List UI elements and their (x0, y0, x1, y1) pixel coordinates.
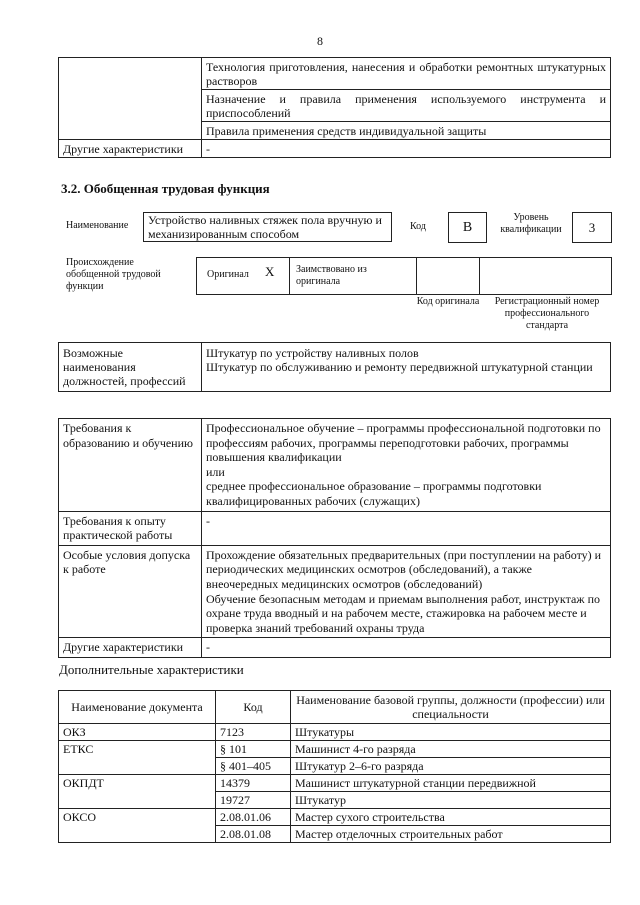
row-doc: ОКПДТ (59, 775, 216, 792)
code-original-label: Код оригинала (416, 296, 480, 307)
requirements-table (58, 418, 611, 658)
row-code: 19727 (216, 792, 291, 809)
borrowed-label: Заимствовано из оригинала (296, 264, 367, 287)
education-line: Профессиональное обучение – программы профессиональной подготовки по профессиям рабочих, программы переподготовки рабочих, программы повышения квалификации (206, 421, 601, 465)
table-row (59, 724, 611, 741)
knowledge-item: Технология приготовления, нанесения и обработки ремонтных штукатурных растворов (202, 58, 611, 90)
row-name: Мастер отделочных строительных работ (291, 826, 611, 843)
row-doc (59, 826, 216, 843)
row-doc (59, 792, 216, 809)
page-number: 8 (317, 34, 323, 48)
original-mark: X (265, 264, 275, 279)
row-name: Штукатуры (291, 724, 611, 741)
row-code: 2.08.01.06 (216, 809, 291, 826)
origin-label: Происхождение обобщенной трудовой функции (66, 257, 161, 292)
table-row (59, 758, 611, 775)
additional-title: Дополнительные характеристики (59, 662, 244, 677)
row-name: Машинист 4-го разряда (291, 741, 611, 758)
other-characteristics-value: - (202, 140, 611, 158)
additional-header-row (59, 691, 611, 724)
education-label: Требования к образованию и обучению (59, 419, 202, 512)
borrowed-cell (289, 257, 417, 295)
row-code: § 401–405 (216, 758, 291, 775)
row-name: Штукатур 2–6-го разряда (291, 758, 611, 775)
positions-label: Возможные наименования должностей, профессий (59, 343, 202, 392)
row-code: 14379 (216, 775, 291, 792)
knowledge-item: Правила применения средств индивидуальной защиты (202, 122, 611, 140)
position-item: Штукатур по устройству наливных полов (206, 346, 419, 360)
code-label: Код (410, 221, 426, 232)
code-original-cell (416, 257, 480, 295)
header-doc: Наименование документа (59, 691, 216, 724)
admission-label: Особые условия допуска к работе (59, 545, 202, 638)
row-code: 2.08.01.08 (216, 826, 291, 843)
other-value: - (202, 638, 611, 658)
admission-line: Обучение безопасным методам и приемам выполнения работ, инструктаж по охране труда вводный и на рабочем месте, стажировка на рабочем месте и проверка знаний требований охраны труда (206, 591, 601, 635)
row-doc: ЕТКС (59, 741, 216, 758)
table-row (59, 775, 611, 792)
level-label: Уровень квалификации (500, 212, 562, 235)
original-cell (196, 257, 290, 295)
admission-values (202, 545, 611, 638)
original-label: Оригинал (207, 269, 249, 280)
level-value-box: 3 (572, 212, 612, 243)
header-name: Наименование базовой группы, должности (профессии) или специальности (291, 691, 611, 724)
name-label: Наименование (66, 220, 129, 231)
table-row (59, 741, 611, 758)
row-doc (59, 758, 216, 775)
other-characteristics-label: Другие характеристики (59, 140, 202, 158)
positions-values (202, 343, 611, 392)
row-code: 7123 (216, 724, 291, 741)
knowledge-label-cell (59, 58, 202, 140)
function-name-box: Устройство наливных стяжек пола вручную и механизированным способом (143, 212, 392, 242)
admission-line: Прохождение обязательных предварительных (при поступлении на работу) и периодических медицинских осмотров (обследований), а также внеочередных медицинских осмотров (обследований) (206, 547, 602, 591)
row-name: Штукатур (291, 792, 611, 809)
position-item: Штукатур по обслуживанию и ремонту передвижной штукатурной станции (206, 360, 593, 374)
section-title: 3.2. Обобщенная трудовая функция (61, 181, 270, 196)
positions-table (58, 342, 611, 392)
row-name: Машинист штукатурной станции передвижной (291, 775, 611, 792)
code-value-box: B (448, 212, 487, 243)
row-code: § 101 (216, 741, 291, 758)
education-values (202, 419, 611, 512)
education-line: или (206, 464, 225, 479)
reg-number-cell (479, 257, 612, 295)
knowledge-item: Назначение и правила применения используемого инструмента и приспособлений (202, 90, 611, 122)
additional-table (58, 690, 611, 843)
table-row (59, 792, 611, 809)
experience-label: Требования к опыту практической работы (59, 511, 202, 545)
table-row (59, 826, 611, 843)
reg-number-label: Регистрационный номер профессионального стандарта (494, 296, 600, 331)
education-line: среднее профессиональное образование – программы подготовки квалифицированных рабочих (служащих) (206, 479, 542, 508)
table-row (59, 809, 611, 826)
row-name: Мастер сухого строительства (291, 809, 611, 826)
other-label: Другие характеристики (59, 638, 202, 658)
experience-value: - (202, 511, 611, 545)
knowledge-table-continuation (58, 57, 611, 158)
row-doc: ОКЗ (59, 724, 216, 741)
row-doc: ОКСО (59, 809, 216, 826)
header-code: Код (216, 691, 291, 724)
